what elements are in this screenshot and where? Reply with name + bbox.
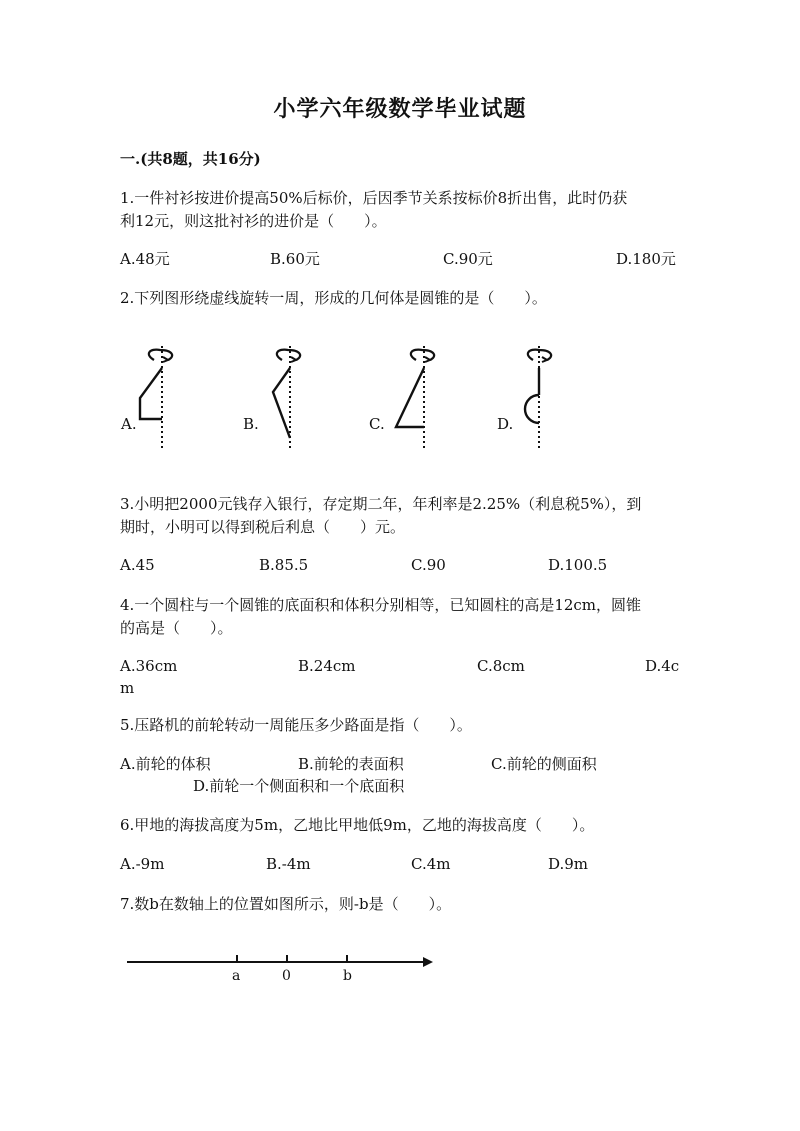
question-6-option-b[interactable]: B.-4m	[266, 855, 311, 873]
question-4-line-1: 4.一个圆柱与一个圆锥的底面积和体积分别相等，已知圆柱的高是12cm，圆锥	[120, 596, 642, 614]
section-heading: 一.(共8题，共16分)	[120, 150, 261, 168]
question-7-text: 7.数b在数轴上的位置如图所示，则-b是（ ）。	[120, 895, 452, 913]
question-5-option-a[interactable]: A.前轮的体积	[120, 755, 211, 773]
question-1-option-a[interactable]: A.48元	[120, 250, 170, 268]
question-1-option-c[interactable]: C.90元	[443, 250, 493, 268]
question-3-option-b[interactable]: B.85.5	[259, 556, 309, 574]
question-3-option-c[interactable]: C.90	[411, 556, 446, 574]
question-6-text: 6.甲地的海拔高度为5m，乙地比甲地低9m，乙地的海拔高度（ ）。	[120, 816, 595, 834]
question-3-line-1: 3.小明把2000元钱存入银行，存定期二年，年利率是2.25%（利息税5%），到	[120, 495, 642, 513]
question-3-option-d[interactable]: D.100.5	[548, 556, 608, 574]
question-3-line-2: 期时，小明可以得到税后利息（ ）元。	[120, 518, 406, 536]
question-6-option-c[interactable]: C.4m	[411, 855, 451, 873]
question-1-line-2: 利12元，则这批衬衫的进价是（ ）。	[120, 212, 387, 230]
figure-d-label[interactable]: D.	[497, 415, 514, 433]
question-4-option-a[interactable]: A.36cm	[120, 657, 178, 675]
question-1-option-b[interactable]: B.60元	[270, 250, 320, 268]
figure-d-shape	[515, 340, 575, 455]
figure-a-label[interactable]: A.	[121, 415, 137, 433]
question-4-option-d[interactable]: D.4c	[645, 657, 680, 675]
question-5-option-b[interactable]: B.前轮的表面积	[298, 755, 404, 773]
question-5-text: 5.压路机的前轮转动一周能压多少路面是指（ ）。	[120, 716, 472, 734]
question-4-option-b[interactable]: B.24cm	[298, 657, 356, 675]
question-3-option-a[interactable]: A.45	[120, 556, 155, 574]
number-line-label-b: b	[343, 968, 352, 984]
figure-b-shape	[260, 340, 320, 455]
question-2-text: 2.下列图形绕虚线旋转一周，形成的几何体是圆锥的是（ ）。	[120, 289, 547, 307]
question-1-line-1: 1.一件衬衫按进价提高50%后标价，后因季节关系按标价8折出售，此时仍获	[120, 189, 628, 207]
question-4-option-d-wrap: m	[120, 679, 135, 697]
question-5-option-d[interactable]: D.前轮一个侧面积和一个底面积	[193, 777, 405, 795]
figure-c-label[interactable]: C.	[369, 415, 385, 433]
number-line-label-zero: 0	[282, 968, 291, 984]
question-6-option-d[interactable]: D.9m	[548, 855, 589, 873]
figure-c-shape	[390, 340, 450, 455]
question-5-option-c[interactable]: C.前轮的侧面积	[491, 755, 597, 773]
question-4-option-c[interactable]: C.8cm	[477, 657, 525, 675]
question-6-option-a[interactable]: A.-9m	[120, 855, 165, 873]
figure-b-label[interactable]: B.	[243, 415, 259, 433]
page-title: 小学六年级数学毕业试题	[273, 96, 527, 122]
question-4-line-2: 的高是（ ）。	[120, 619, 233, 637]
question-1-option-d[interactable]: D.180元	[616, 250, 676, 268]
figure-a-shape	[130, 340, 190, 455]
number-line-label-a: a	[232, 968, 241, 984]
